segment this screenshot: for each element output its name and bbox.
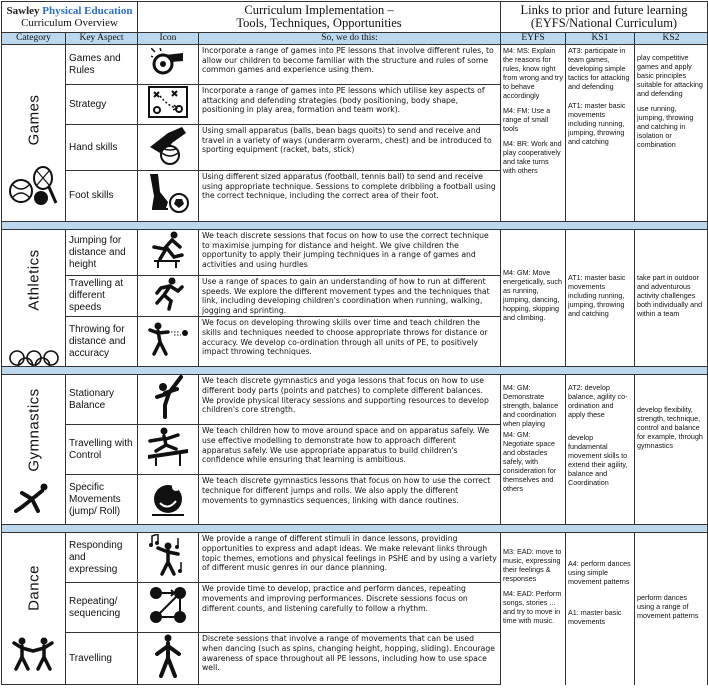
eyfs-links-dance: [501, 533, 566, 685]
icon-cell: [138, 317, 199, 367]
links-subtitle: (EYFS/National Curriculum): [530, 16, 678, 30]
ks2-links-athletics: [635, 230, 708, 367]
aspect-label: Travelling at different speeds: [66, 276, 138, 317]
dance-travel-icon: [153, 634, 183, 678]
icon-cell: [138, 375, 199, 425]
description: Use a range of spaces to gain an understanding of how to run at different speeds. We explore the different movement types and the techniques that link, including developing children's coordination when running, walking, jogging and sprinting.: [199, 276, 501, 317]
aspect-label: Hand skills: [66, 125, 138, 171]
ks1-links-dance: [566, 533, 635, 685]
icon-cell: [138, 85, 199, 125]
link-item: A4: perform dances using simple movement patterns: [568, 559, 631, 587]
category-label: Dance: [25, 565, 42, 612]
col-icon: Icon: [138, 33, 199, 45]
link-item: M4: EAD: Perform songs, stories ... and try to move in time with music.: [503, 589, 562, 626]
overview-label: Curriculum Overview: [21, 17, 118, 29]
ks1-links-gymnastics: [566, 375, 635, 525]
football-kick-icon: [146, 172, 190, 216]
subject-name: Physical Education: [42, 5, 133, 17]
link-item: AT2: develop balance, agility co-ordination and apply these: [568, 383, 628, 420]
hand-ball-icon: [148, 125, 188, 165]
section-divider: [2, 367, 708, 375]
icon-cell: [138, 230, 199, 276]
olympic-rings-icon: [8, 350, 60, 367]
category-label: Gymnastics: [25, 388, 42, 473]
link-item: M4: MS: Explain the reasons for rules, know right from wrong and try to behave accordingly: [503, 46, 563, 100]
category-label: Games: [25, 94, 42, 146]
col-ks1: KS1: [566, 33, 635, 45]
link-item: M4: GM: Move energetically, such as running, jumping, dancing, hopping, skipping and climbing.: [503, 268, 562, 323]
description: Incorporate a range of games into PE lessons which utilise key aspects of attacking and defending strategies (body positioning, body shape, positioning in play area, formation and team work).: [199, 85, 501, 125]
aspect-label: Travelling: [66, 633, 138, 685]
aspect-label: Stationary Balance: [66, 375, 138, 425]
description: Using small apparatus (balls, bean bags quoits) to send and receive and travel in a variety of ways (underarm overarm, chest) and be introduced to sporting equipment (racket, bats, stick): [199, 125, 501, 171]
description: Using different sized apparatus (football, tennis ball) to send and receive using appropriate technique. Sessions to complete dribbling a football using the correct technique, including the correct area of their foot.: [199, 171, 501, 222]
icon-cell: [138, 533, 199, 583]
link-item: AT1: master basic movements including running, jumping, throwing and catching: [568, 272, 626, 318]
col-eyfs: EYFS: [501, 33, 566, 45]
link-item: M3: EAD: move to music, expressing their feelings & responses: [503, 547, 562, 584]
balance-pose-icon: [151, 375, 185, 419]
header-row: [2, 2, 708, 33]
eyfs-links-games: [501, 45, 566, 222]
description: We focus on developing throwing skills over time and teach children the skills and techniques needed to choose appropriate throws for distance or accuracy. We develop co-ordination through all units of PE, to positively impact throwing techniques.: [199, 317, 501, 367]
ks2-links-dance: [635, 533, 708, 685]
tactics-board-icon: [148, 86, 188, 118]
table-row: [2, 45, 708, 85]
aspect-label: Specific Movements (jump/ Roll): [66, 475, 138, 525]
aspect-label: Travelling with Control: [66, 425, 138, 475]
description: We provide time to develop, practice and perform dances, repeating movements and improving performances. Discrete sessions focus on different counts, and listening carefully to follow a rhythm.: [199, 583, 501, 633]
link-item: M4: GM: Negotiate space and obstacles safely, with consideration for themselves and others: [503, 430, 557, 494]
description: Discrete sessions that involve a range of movements that can be used when dancing (such as spins, changing height, hopping, sliding). Encourage awareness of space throughout all PE lessons, including how to use space well.: [199, 633, 501, 685]
column-header-row: [2, 33, 708, 45]
whistle-icon: [151, 48, 185, 76]
col-ks2: KS2: [635, 33, 708, 45]
category-label: Athletics: [25, 249, 42, 311]
link-item: AT3: participate in team games, developing simple tactics for attacking and defending: [568, 46, 630, 91]
eyfs-links-athletics: [501, 230, 566, 367]
school-name: Sawley: [6, 5, 40, 17]
implementation-title: Curriculum Implementation –: [244, 3, 394, 17]
description: We teach discrete gymnastics and yoga lessons that focus on how to use different body parts (points and patches) to complete different balances. We provide physical literacy sessions and supporting resources to develop children's core strength.: [199, 375, 501, 425]
aspect-label: Strategy: [66, 85, 138, 125]
link-item: develop fundamental movement skills to extend their agility, balance and Coordination: [568, 433, 628, 488]
link-item: take part in outdoor and adventurous activity challenges both individually and within a team: [637, 272, 703, 318]
category-games: [2, 45, 66, 222]
title-cell: [2, 2, 138, 33]
thrower-icon: [146, 322, 190, 356]
col-key-aspect: Key Aspect: [66, 33, 138, 45]
description: We provide a range of different stimuli in dance lessons, providing opportunities to express and adapt ideas. We make relevant links through topic themes, emotions and physical feelings in PSHE and by using a variety of different music genres in our dance planning.: [199, 533, 501, 583]
dancers-icon: [12, 637, 54, 673]
music-dancer-icon: [148, 534, 188, 576]
roll-icon: [150, 477, 186, 517]
icon-cell: [138, 583, 199, 633]
aspect-label: Throwing for distance and accuracy: [66, 317, 138, 367]
category-dance: [2, 533, 66, 685]
link-item: M4: FM: Use a range of small tools: [503, 106, 551, 133]
icon-cell: [138, 425, 199, 475]
link-item: M4: GM: Demonstrate strength, balance and coordination when playing: [503, 383, 559, 429]
ks1-links-games: [566, 45, 635, 222]
beam-icon: [146, 427, 190, 467]
ks1-links-athletics: [566, 230, 635, 367]
icon-cell: [138, 171, 199, 222]
runner-icon: [151, 277, 185, 311]
eyfs-links-gymnastics: [501, 375, 566, 525]
col-category: Category: [2, 33, 66, 45]
sports-balls-icon: [8, 165, 60, 207]
icon-cell: [138, 475, 199, 525]
aspect-label: Repeating/ sequencing: [66, 583, 138, 633]
icon-cell: [138, 633, 199, 685]
link-item: A1: master basic movements: [568, 608, 622, 627]
aspect-label: Jumping for distance and height: [66, 230, 138, 276]
table-row: [2, 533, 708, 583]
link-item: AT1: master basic movements including running, jumping, throwing and catching: [568, 101, 626, 146]
curriculum-table: [1, 1, 708, 685]
link-item: play competitive games and apply basic principles suitable for attacking and defending: [637, 53, 703, 98]
description: Incorporate a range of games into PE lessons that involve different rules, to allow our children to become familiar with the structure and rules of some common games and experience using them.: [199, 45, 501, 85]
description: We teach discrete gymnastics lessons that focus on how to use the correct technique for different jumps and rolls. We also apply the different movements to gymnastics sequences, linking with dance routines.: [199, 475, 501, 525]
sequence-icon: [148, 585, 188, 625]
category-gymnastics: [2, 375, 66, 525]
table-row: [2, 375, 708, 425]
link-item: use running, jumping, throwing and catching in isolation or combination: [637, 104, 694, 149]
aspect-label: Foot skills: [66, 171, 138, 222]
icon-cell: [138, 276, 199, 317]
gymnast-icon: [14, 483, 50, 513]
icon-cell: [138, 45, 199, 85]
section-divider: [2, 525, 708, 533]
link-item: M4: BR: Work and play cooperatively and take turns with others: [503, 139, 562, 175]
ks2-links-games: [635, 45, 708, 222]
table-row: [2, 230, 708, 276]
link-item: develop flexibility, strength, technique, control and balance for example, through gymnastics: [637, 405, 703, 451]
ks2-links-gymnastics: [635, 375, 708, 525]
aspect-label: Responding and expressing: [66, 533, 138, 583]
category-athletics: [2, 230, 66, 367]
col-so-we-do: So, we do this:: [199, 33, 501, 45]
description: We teach discrete sessions that focus on how to use the correct technique to maximise jumping for distance and height. We give children the opportunity to apply their jumping techniques in a range of games and activities and using hurdles: [199, 230, 501, 276]
implementation-subtitle: Tools, Techniques, Opportunities: [236, 16, 402, 30]
aspect-label: Games and Rules: [66, 45, 138, 85]
links-cell: [501, 2, 708, 33]
description: We teach children how to move around space and on apparatus safely. We use effective modelling to demonstrate how to approach different apparatus safely. We use appropriate apparatus to build children's confidence while ensuring that learning is ambitious.: [199, 425, 501, 475]
hurdle-jump-icon: [150, 231, 186, 269]
section-divider: [2, 222, 708, 230]
implementation-cell: [138, 2, 501, 33]
links-title: Links to prior and future learning: [520, 3, 688, 17]
link-item: perform dances using a range of movement patterns: [637, 592, 699, 620]
icon-cell: [138, 125, 199, 171]
